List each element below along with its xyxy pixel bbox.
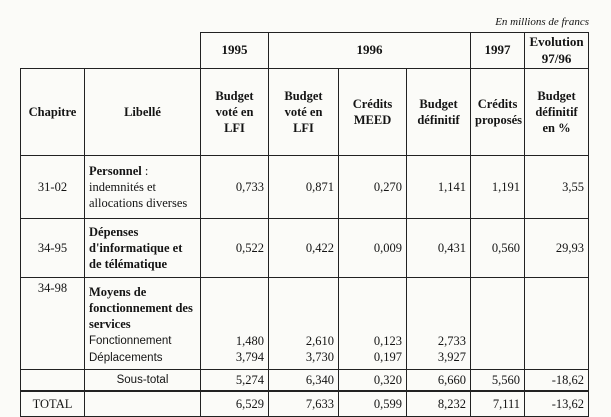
- chapitre-cell: 31-02: [21, 156, 85, 219]
- value-1997-cell: 7,111: [471, 391, 525, 417]
- libelle-bold: Dépenses d'informatique et de télématique: [89, 224, 183, 272]
- credits-proposes-header: Crédits proposés: [471, 69, 525, 156]
- evolution-cell: [525, 278, 589, 370]
- budget-definitif-pct-header: Budget définitif en %: [525, 69, 589, 156]
- value-1996-cell: 7,633: [269, 391, 339, 417]
- sub-value: 1,480: [235, 333, 264, 348]
- value-1996-cell: 0,422: [269, 219, 339, 278]
- libelle-cell: [85, 278, 201, 370]
- chapitre-cell: 34-95: [21, 219, 85, 278]
- meed-cell: 0,320: [339, 370, 407, 392]
- value-1995-cell: [201, 278, 269, 370]
- chapitre-header: Chapitre: [21, 69, 85, 156]
- sub-value: 3,927: [437, 350, 467, 365]
- table-row: [21, 219, 589, 278]
- libelle-header: Libellé: [85, 69, 201, 156]
- definitif-cell: 8,232: [407, 391, 471, 417]
- evolution-cell: -18,62: [525, 370, 589, 392]
- sub-value: 3,730: [305, 350, 334, 365]
- column-header-row: [21, 69, 589, 156]
- value-1997-cell: 5,560: [471, 370, 525, 392]
- value-1996-cell: [269, 278, 339, 370]
- libelle-bold: Moyens de fonctionnement des services: [89, 284, 193, 332]
- sub-label-deplacements: Déplacements: [89, 352, 163, 365]
- value-1995-cell: 6,529: [201, 391, 269, 417]
- total-row: [21, 391, 589, 417]
- evolution-header: Evolution 97/96: [525, 33, 589, 69]
- value-1997-cell: [471, 278, 525, 370]
- definitif-cell: 1,141: [407, 156, 471, 219]
- evolution-cell: 3,55: [525, 156, 589, 219]
- empty-cell: [21, 370, 85, 392]
- empty-corner: [21, 33, 201, 69]
- libelle-rest: : indemnités et allocations diverses: [89, 163, 188, 211]
- libelle-cell: [85, 156, 201, 219]
- sub-value: 2,610: [305, 333, 334, 348]
- sub-label-fonctionnement: Fonctionnement: [89, 335, 172, 348]
- sub-value: 0,197: [373, 350, 402, 365]
- value-1997-cell: 0,560: [471, 219, 525, 278]
- libelle-bold: Personnel: [89, 163, 142, 178]
- year-header-row: [21, 33, 589, 69]
- table-row: [21, 156, 589, 219]
- year-1995-header: 1995: [201, 33, 269, 69]
- sub-value: 2,733: [437, 333, 467, 348]
- evolution-cell: -13,62: [525, 391, 589, 417]
- budget-table: [20, 32, 589, 417]
- empty-cell: [85, 391, 201, 417]
- value-1996-cell: 0,871: [269, 156, 339, 219]
- subtotal-row: [21, 370, 589, 392]
- evolution-cell: 29,93: [525, 219, 589, 278]
- unit-note: En millions de francs: [495, 16, 589, 28]
- budget-lfi-1995-header: Budget voté en LFI: [201, 69, 269, 156]
- libelle-cell: [85, 219, 201, 278]
- meed-cell: 0,599: [339, 391, 407, 417]
- value-1995-cell: 5,274: [201, 370, 269, 392]
- meed-cell: [339, 278, 407, 370]
- value-1995-cell: 0,522: [201, 219, 269, 278]
- definitif-cell: [407, 278, 471, 370]
- chapitre-cell: 34-98: [21, 278, 85, 370]
- total-label: TOTAL: [21, 391, 85, 417]
- definitif-cell: 6,660: [407, 370, 471, 392]
- year-1997-header: 1997: [471, 33, 525, 69]
- sub-value: 3,794: [235, 350, 264, 365]
- credits-meed-header: Crédits MEED: [339, 69, 407, 156]
- budget-definitif-header: Budget définitif: [407, 69, 471, 156]
- value-1995-cell: 0,733: [201, 156, 269, 219]
- definitif-cell: 0,431: [407, 219, 471, 278]
- budget-lfi-1996-header: Budget voté en LFI: [269, 69, 339, 156]
- sub-value: 0,123: [373, 333, 402, 348]
- value-1996-cell: 6,340: [269, 370, 339, 392]
- subtotal-label: Sous-total: [85, 370, 201, 392]
- value-1997-cell: 1,191: [471, 156, 525, 219]
- meed-cell: 0,270: [339, 156, 407, 219]
- meed-cell: 0,009: [339, 219, 407, 278]
- year-1996-header: 1996: [269, 33, 471, 69]
- table-row: [21, 278, 589, 370]
